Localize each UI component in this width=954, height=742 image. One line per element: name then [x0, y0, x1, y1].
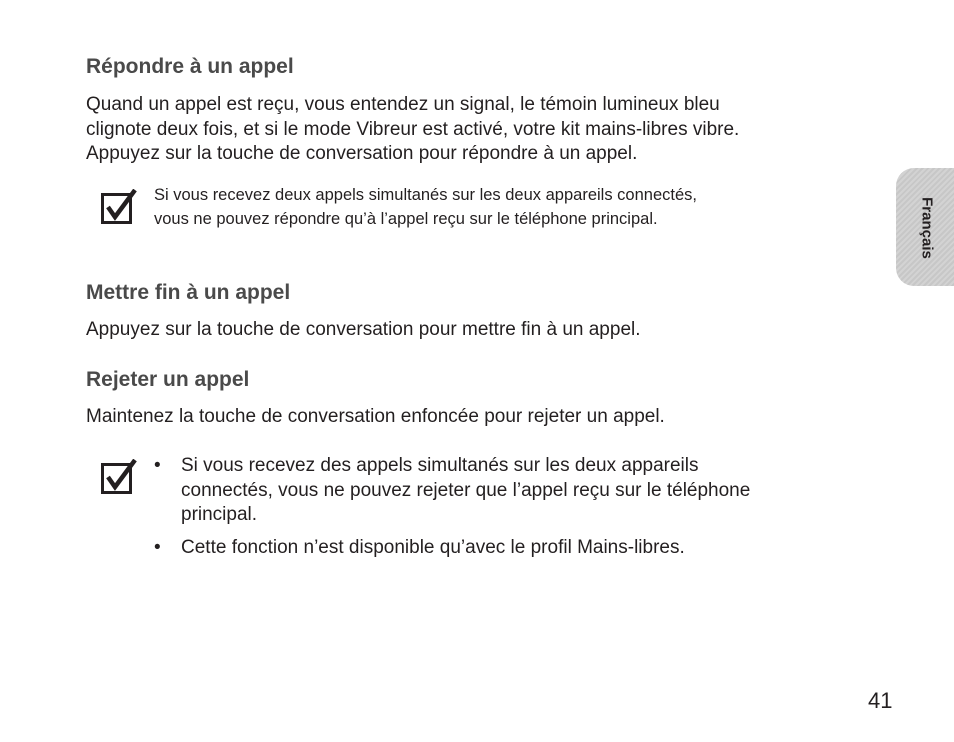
reject-paragraph: Maintenez la touche de conversation enfoncée pour rejeter un appel.: [86, 406, 665, 427]
note-answer-line-1: Si vous recevez deux appels simultanés sur les deux appareils connectés,: [154, 186, 697, 204]
list-item: [154, 454, 750, 528]
list-item-line: Si vous recevez des appels simultanés sur les deux appareils: [181, 455, 699, 476]
list-item-line: Cette fonction n’est disponible qu’avec le profil Mains-libres.: [181, 536, 685, 558]
reject-notes-list: [154, 454, 750, 568]
heading-answer-call: Répondre à un appel: [86, 55, 294, 78]
list-item-line: principal.: [181, 504, 258, 525]
bullet-icon: •: [154, 455, 161, 476]
bullet-icon: •: [154, 536, 161, 558]
list-item: [154, 536, 750, 561]
checkbox-checked-icon: [101, 459, 137, 495]
answer-line-2: clignote deux fois, et si le mode Vibreur est activé, votre kit mains-libres vibre.: [86, 118, 740, 140]
note-answer-line-2: vous ne pouvez répondre qu’à l’appel reçu sur le téléphone principal.: [154, 210, 658, 228]
page-number: 41: [868, 688, 893, 713]
checkbox-checked-icon: [101, 189, 137, 225]
answer-paragraph: [86, 93, 739, 167]
end-paragraph: Appuyez sur la touche de conversation pour mettre fin à un appel.: [86, 319, 641, 340]
note-answer: [154, 183, 697, 231]
answer-line-3: Appuyez sur la touche de conversation pour répondre à un appel.: [86, 143, 638, 164]
heading-reject-call: Rejeter un appel: [86, 368, 250, 391]
list-item-line: connectés, vous ne pouvez rejeter que l’appel reçu sur le téléphone: [181, 479, 751, 501]
language-tab-label: Français: [918, 197, 936, 259]
heading-end-call: Mettre fin à un appel: [86, 281, 291, 304]
answer-line-1: Quand un appel est reçu, vous entendez un signal, le témoin lumineux bleu: [86, 94, 720, 115]
